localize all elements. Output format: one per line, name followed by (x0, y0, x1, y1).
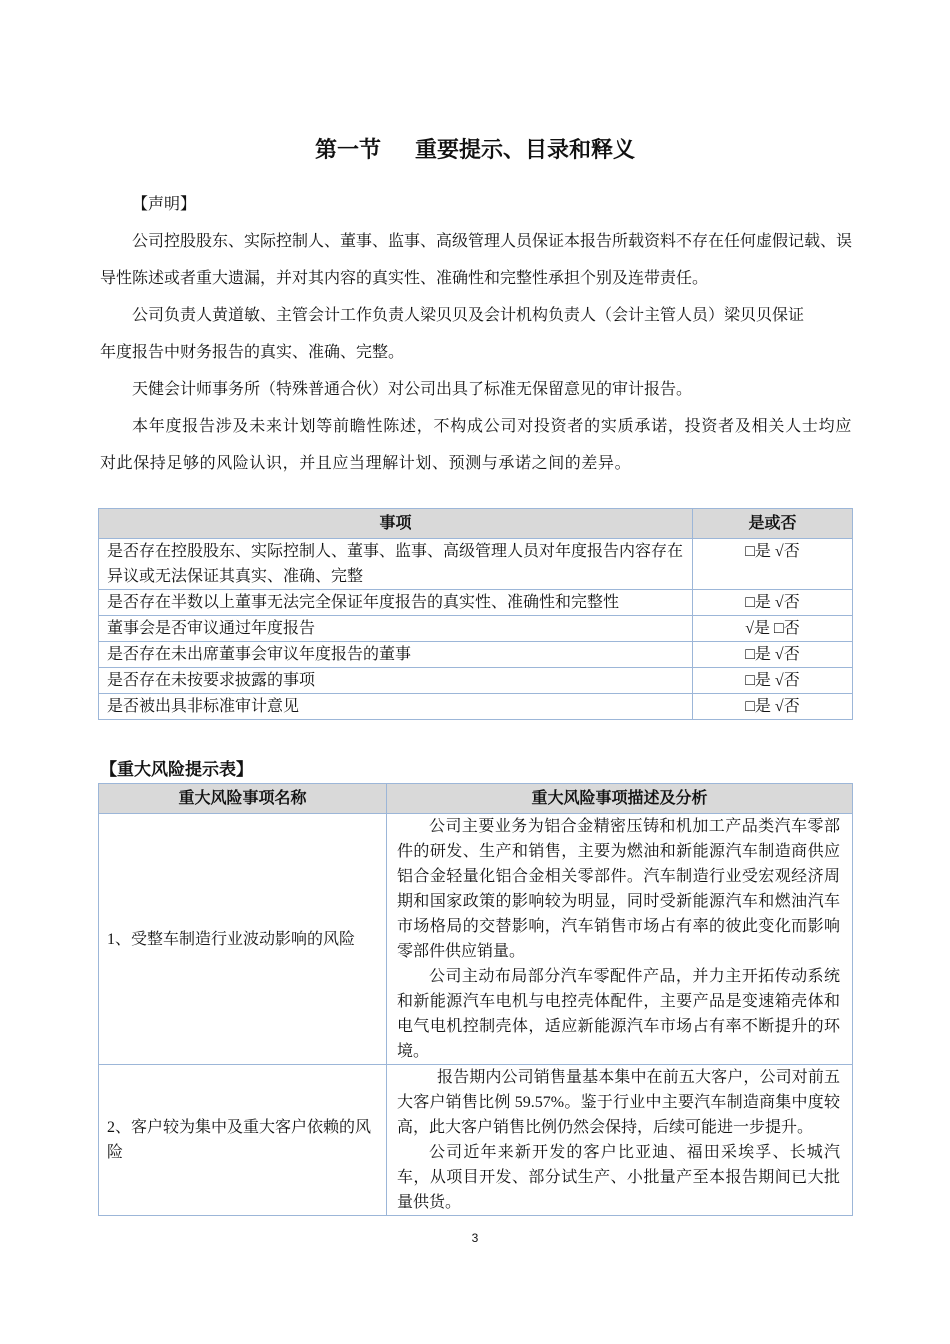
table-row (99, 694, 853, 720)
item-cell: 董事会是否审议通过年度报告 (99, 616, 693, 642)
item-cell: 是否存在未按要求披露的事项 (99, 668, 693, 694)
declaration-line: 公司负责人黄道敏、主管会计工作负责人梁贝贝及会计机构负责人（会计主管人员）梁贝贝保证 (132, 307, 805, 324)
declaration-heading: 【声明】 (132, 196, 197, 213)
item-cell: 是否存在未出席董事会审议年度报告的董事 (99, 642, 693, 668)
section-number: 第一节 (314, 137, 381, 162)
table-row (99, 1065, 853, 1216)
risk-paragraph: 公司主动布局部分汽车零配件产品，并力主开拓传动系统和新能源汽车电机与电控壳体配件，主要产品是变速箱壳体和电气电机控制壳体，适应新能源汽车市场占有率不断提升的环境。 (397, 968, 840, 1060)
table-header-row (99, 509, 853, 539)
declaration-paragraph-auditor: 天健会计师事务所（特殊普通合伙）对公司出具了标准无保留意见的审计报告。 (132, 381, 693, 398)
header-item: 事项 (99, 509, 693, 539)
header-yes-no: 是或否 (693, 509, 853, 539)
declaration-paragraph-responsible-persons (100, 297, 852, 371)
risk-name-cell: 1、受整车制造行业波动影响的风险 (99, 814, 387, 1065)
answer-cell: □是 √否 (693, 539, 853, 590)
section-title-text: 重要提示、目录和释义 (415, 137, 636, 162)
table-row (99, 590, 853, 616)
table-row (99, 814, 853, 1065)
answer-cell: □是 √否 (693, 642, 853, 668)
header-risk-description: 重大风险事项描述及分析 (387, 784, 853, 814)
header-risk-name: 重大风险事项名称 (99, 784, 387, 814)
answer-cell: □是 √否 (693, 590, 853, 616)
table-row (99, 616, 853, 642)
declaration-line: 年度报告中财务报告的真实、准确、完整。 (100, 344, 405, 361)
answer-cell: √是 □否 (693, 616, 853, 642)
section-title (0, 135, 950, 165)
risk-paragraph: 公司近年来新开发的客户比亚迪、福田采埃孚、长城汽车，从项目开发、部分试生产、小批量产至本报告期间已大批量供货。 (397, 1144, 840, 1211)
table-row (99, 539, 853, 590)
risk-name-cell: 2、客户较为集中及重大客户依赖的风险 (99, 1065, 387, 1216)
item-cell: 是否被出具非标准审计意见 (99, 694, 693, 720)
risk-description-cell (387, 814, 853, 1065)
answer-cell: □是 √否 (693, 694, 853, 720)
risk-table (98, 783, 853, 1216)
table-row (99, 642, 853, 668)
declaration-section (100, 186, 852, 482)
declaration-paragraph-forward-looking: 本年度报告涉及未来计划等前瞻性陈述，不构成公司对投资者的实质承诺，投资者及相关人士均应对此保持足够的风险认识，并且应当理解计划、预测与承诺之间的差异。 (100, 418, 852, 472)
risk-table-heading: 【重大风险提示表】 (100, 760, 253, 779)
risk-paragraph: 公司主要业务为铝合金精密压铸和机加工产品类汽车零部件的研发、生产和销售，主要为燃油和新能源汽车制造商供应铝合金轻量化铝合金相关零部件。汽车制造行业受宏观经济周期和国家政策的影响较为明显，同时受新能源汽车和燃油汽车市场格局的交替影响，汽车销售市场占有率的彼此变化而影响零部件供应销量。 (397, 818, 840, 960)
page-number: 3 (471, 1231, 479, 1245)
risk-paragraph: 报告期内公司销售量基本集中在前五大客户，公司对前五大客户销售比例 59.57%。鉴于行业中主要汽车制造商集中度较高，此大客户销售比例仍然会保持，后续可能进一步提升。 (397, 1069, 840, 1136)
table-header-row (99, 784, 853, 814)
risk-description-cell (387, 1065, 853, 1216)
answer-cell: □是 √否 (693, 668, 853, 694)
item-cell: 是否存在半数以上董事无法完全保证年度报告的真实性、准确性和完整性 (99, 590, 693, 616)
declaration-paragraph: 公司控股股东、实际控制人、董事、监事、高级管理人员保证本报告所载资料不存在任何虚假记载、误导性陈述或者重大遗漏，并对其内容的真实性、准确性和完整性承担个别及连带责任。 (100, 233, 853, 287)
item-cell: 是否存在控股股东、实际控制人、董事、监事、高级管理人员对年度报告内容存在异议或无法保证其真实、准确、完整 (99, 539, 693, 590)
table-row (99, 668, 853, 694)
confirmation-table (98, 508, 853, 720)
